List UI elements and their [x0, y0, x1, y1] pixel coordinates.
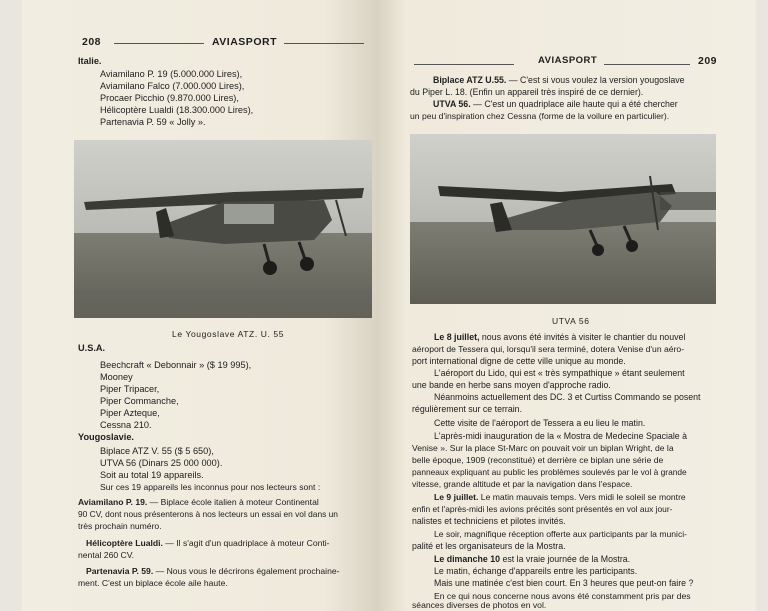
- paragraph-line: Le matin, échange d'appareils entre les participants.: [434, 566, 638, 576]
- paragraph-line: ment. C'est un biplace école aile haute.: [78, 578, 228, 588]
- entry-text: Le matin mauvais temps. Vers midi le soleil se montre: [478, 492, 686, 502]
- entry-title: Partenavia P. 59.: [86, 566, 154, 576]
- running-head: AVIASPORT: [538, 55, 598, 66]
- list-item: Piper Azteque,: [100, 408, 160, 418]
- airplane-icon: [74, 140, 372, 318]
- paragraph-line: Néanmoins actuellement des DC. 3 et Curtiss Commando se posent: [434, 392, 701, 402]
- entry-text: — Nous vous le décrirons également prochaine-: [153, 566, 340, 576]
- date-label: Le 8 juillet,: [434, 332, 480, 342]
- list-item: Biplace ATZ V. 55 ($ 5 650),: [100, 446, 214, 456]
- paragraph: [86, 538, 330, 550]
- paragraph-line: nalistes et techniciens et pilotes invités.: [412, 516, 566, 526]
- list-item: Hélicoptère Lualdi (18.300.000 Lires),: [100, 105, 254, 115]
- header-rule: [114, 43, 204, 44]
- airplane-icon: [410, 134, 716, 304]
- section-heading: U.S.A.: [78, 343, 106, 353]
- paragraph: [433, 75, 685, 87]
- paragraph: [434, 554, 630, 566]
- entry-text: — C'est si vous voulez la version yougoslave: [506, 75, 685, 85]
- header-rule: [284, 43, 364, 44]
- paragraph-line: du Piper L. 18. (Enfin un appareil très inspiré de ce dernier).: [410, 87, 644, 97]
- list-item: Beechcraft « Debonnair » ($ 19 995),: [100, 360, 252, 370]
- entry-text: — C'est un quadriplace aile haute qui a été chercher: [470, 99, 678, 109]
- list-item: Sur ces 19 appareils les inconnus pour nos lecteurs sont :: [100, 482, 321, 492]
- entry-title: Hélicoptère Lualdi.: [86, 538, 163, 548]
- list-item: Cessna 210.: [100, 420, 152, 430]
- paragraph-line: port international digne de cette ville unique au monde.: [412, 356, 626, 366]
- page-number: 209: [698, 55, 718, 67]
- page-number: 208: [82, 36, 102, 48]
- entry-text: — Il s'agit d'un quadriplace à moteur Conti-: [162, 538, 330, 548]
- paragraph-line: nental 260 CV.: [78, 550, 135, 560]
- paragraph-line: belle époque, 1909 (reconstitué) et derrière ce biplan une série de: [412, 455, 664, 465]
- entry-text: est la vraie journée de la Mostra.: [500, 554, 631, 564]
- list-item: Piper Commanche,: [100, 396, 179, 406]
- paragraph-line: très prochain numéro.: [78, 521, 162, 531]
- running-head: AVIASPORT: [212, 36, 277, 48]
- list-item: Mooney: [100, 372, 133, 382]
- entry-title: Biplace ATZ U.55.: [433, 75, 507, 85]
- paragraph-line: régulièrement sur ce terrain.: [412, 404, 523, 414]
- paragraph: [86, 566, 340, 578]
- header-rule: [414, 64, 514, 65]
- paragraph-line: Le soir, magnifique réception offerte aux participants par la munici-: [434, 529, 688, 539]
- paragraph-line: panneaux expliquant au public les problèmes soulevés par le vol à grande: [412, 467, 687, 477]
- paragraph-line: vitesse, grande altitude et par la navigation dans l'espace.: [412, 479, 633, 489]
- paragraph-line: palité et les organisateurs de la Mostra.: [412, 541, 566, 551]
- paragraph-line: 90 CV, dont nous présenterons à nos lecteurs un essai en vol dans un: [78, 509, 338, 519]
- paragraph-line: Cette visite de l'aéroport de Tessera a eu lieu le matin.: [434, 418, 646, 428]
- paragraph-line: une bande en herbe sans moyen d'approche radio.: [412, 380, 611, 390]
- section-heading: Italie.: [78, 56, 102, 66]
- list-item: Partenavia P. 59 « Jolly ».: [100, 117, 206, 127]
- header-rule: [604, 64, 690, 65]
- aircraft-photo: [410, 134, 716, 304]
- paragraph: [434, 332, 685, 344]
- entry-text: — Biplace école italien à moteur Continental: [147, 497, 319, 507]
- section-heading: Yougoslavie.: [78, 432, 134, 442]
- list-item: Soit au total 19 appareils.: [100, 470, 204, 480]
- entry-title: Aviamilano P. 19.: [78, 497, 148, 507]
- list-item: UTVA 56 (Dinars 25 000 000).: [100, 458, 223, 468]
- list-item: Aviamilano P. 19 (5.000.000 Lires),: [100, 69, 243, 79]
- paragraph-line: L'aéroport du Lido, qui est « très sympathique » étant seulement: [434, 368, 685, 378]
- paragraph-line: séances diverses de photos en vol.: [412, 600, 547, 610]
- paragraph-line: un peu d'inspiration chez Cessna (forme de la voilure en particulier).: [410, 111, 670, 121]
- list-item: Piper Tripacer,: [100, 384, 160, 394]
- left-page: [22, 0, 376, 611]
- aircraft-photo: [74, 140, 372, 318]
- paragraph-line: Mais une matinée c'est bien court. En 3 heures que peut-on faire ?: [434, 578, 694, 588]
- paragraph-line: enfin et l'après-midi les avions précités sont présentés en vol aux jour-: [412, 504, 673, 514]
- right-page: [376, 0, 756, 611]
- paragraph-line: aéroport de Tessera qui, lorsqu'il sera terminé, dotera Venise d'un aéro-: [412, 344, 685, 354]
- paragraph: [434, 492, 686, 504]
- entry-title: UTVA 56.: [433, 99, 471, 109]
- paragraph-line: L'après-midi inauguration de la « Mostra de Medecine Spaciale à: [434, 431, 688, 441]
- photo-caption: UTVA 56: [552, 316, 590, 326]
- paragraph: [78, 497, 319, 509]
- list-item: Aviamilano Falco (7.000.000 Lires),: [100, 81, 245, 91]
- photo-caption: Le Yougoslave ATZ. U. 55: [172, 329, 285, 339]
- paragraph-line: Venise ». Sur la place St-Marc on pouvait voir un biplan Wright, de la: [412, 443, 674, 453]
- paragraph-line: En ce qui nous concerne nous avons été constamment pris par des: [434, 591, 691, 601]
- date-label: Le dimanche 10: [434, 554, 501, 564]
- entry-text: nous avons été invités à visiter le chantier du nouvel: [479, 332, 686, 342]
- paragraph: [433, 99, 678, 111]
- date-label: Le 9 juillet.: [434, 492, 479, 502]
- list-item: Procaer Picchio (9.870.000 Lires),: [100, 93, 239, 103]
